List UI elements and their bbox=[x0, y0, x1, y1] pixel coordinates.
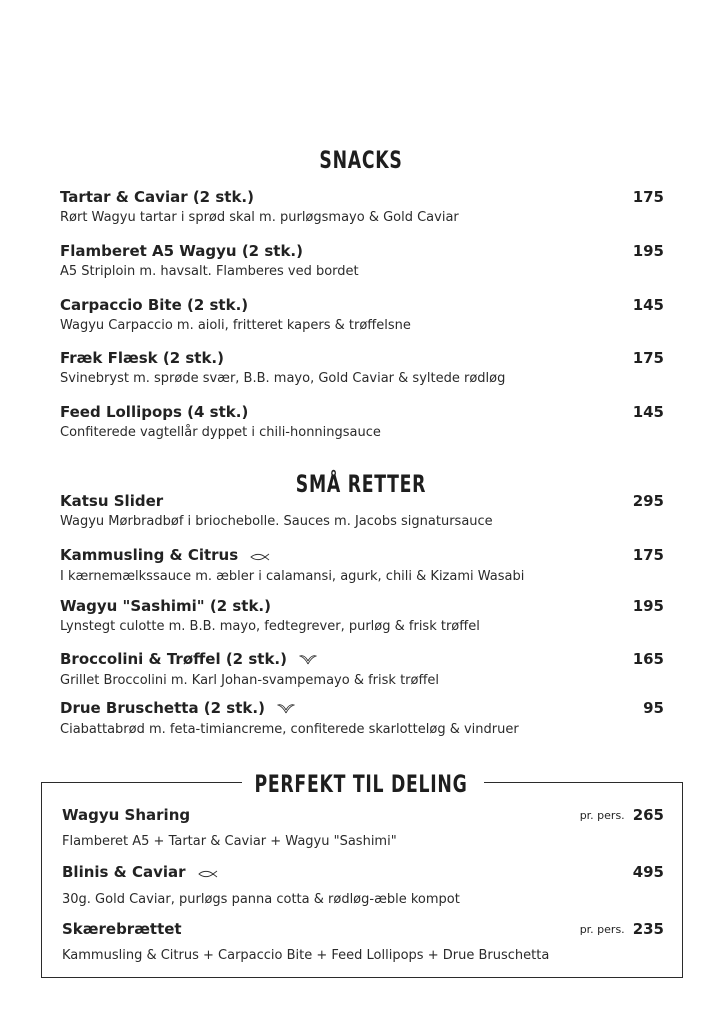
fish-icon bbox=[250, 547, 270, 565]
item-name: Wagyu "Sashimi" (2 stk.) bbox=[60, 597, 271, 615]
item-name: Flamberet A5 Wagyu (2 stk.) bbox=[60, 242, 303, 260]
item-name: Katsu Slider bbox=[60, 492, 164, 510]
fish-icon bbox=[198, 864, 218, 882]
item-name-row bbox=[60, 650, 664, 669]
leaf-icon bbox=[277, 700, 295, 718]
leaf-icon bbox=[299, 651, 317, 669]
item-name-row bbox=[60, 546, 664, 565]
item-description: Svinebryst m. sprøde svær, B.B. mayo, Gold Caviar & syltede rødløg bbox=[60, 371, 506, 386]
menu-item bbox=[62, 920, 664, 964]
item-description: Flamberet A5 + Tartar & Caviar + Wagyu "Sashimi" bbox=[62, 834, 397, 849]
menu-item bbox=[60, 403, 664, 441]
item-description: Kammusling & Citrus + Carpaccio Bite + Feed Lollipops + Drue Bruschetta bbox=[62, 948, 550, 963]
item-description: Lynstegt culotte m. B.B. mayo, fedtegrever, purløg & frisk trøffel bbox=[60, 619, 480, 634]
section-title-snacks: SNACKS bbox=[319, 146, 403, 174]
item-name: Feed Lollipops (4 stk.) bbox=[60, 403, 249, 421]
price-unit: pr. pers. bbox=[579, 923, 625, 936]
item-name: Fræk Flæsk (2 stk.) bbox=[60, 349, 224, 367]
item-description: I kærnemælkssauce m. æbler i calamansi, agurk, chili & Kizami Wasabi bbox=[60, 568, 525, 584]
item-price: 235 bbox=[632, 920, 664, 938]
item-price: 175 bbox=[632, 188, 664, 206]
item-price: 145 bbox=[632, 403, 664, 421]
menu-item bbox=[60, 546, 664, 585]
price-unit: pr. pers. bbox=[579, 809, 625, 822]
item-price-row bbox=[580, 806, 664, 826]
item-price: 175 bbox=[632, 546, 664, 564]
item-description: Grillet Broccolini m. Karl Johan-svampemayo & frisk trøffel bbox=[60, 672, 440, 688]
item-description: Wagyu Mørbradbøf i briochebolle. Sauces m. Jacobs signatursauce bbox=[60, 514, 493, 529]
menu-item bbox=[60, 349, 664, 387]
item-price: 495 bbox=[632, 863, 664, 881]
item-description: Rørt Wagyu tartar i sprød skal m. purløgsmayo & Gold Caviar bbox=[60, 210, 459, 225]
item-price: 165 bbox=[632, 650, 664, 668]
item-description: A5 Striploin m. havsalt. Flamberes ved bordet bbox=[60, 264, 359, 279]
menu-item bbox=[60, 597, 664, 635]
item-name: Kammusling & Citrus bbox=[60, 546, 239, 564]
item-price: 175 bbox=[632, 349, 664, 367]
item-description: 30g. Gold Caviar, purløgs panna cotta & rødløg-æble kompot bbox=[62, 891, 460, 907]
item-price: 265 bbox=[632, 806, 664, 824]
section-title-perfekt: PERFEKT TIL DELING bbox=[254, 770, 468, 798]
item-price: 295 bbox=[632, 492, 664, 510]
menu-item bbox=[60, 699, 664, 738]
section-title-smaa-retter: SMÅ RETTER bbox=[295, 470, 427, 498]
item-name: Skærebrættet bbox=[62, 920, 182, 938]
item-name: Wagyu Sharing bbox=[62, 806, 191, 824]
item-name: Carpaccio Bite (2 stk.) bbox=[60, 296, 249, 314]
item-price: 195 bbox=[632, 242, 664, 260]
item-price: 195 bbox=[632, 597, 664, 615]
item-name: Blinis & Caviar bbox=[62, 863, 186, 881]
item-description: Confiterede vagtellår dyppet i chili-honningsauce bbox=[60, 425, 381, 440]
item-price: 145 bbox=[632, 296, 664, 314]
menu-item bbox=[60, 188, 664, 226]
menu-item bbox=[62, 863, 664, 908]
item-name-row bbox=[62, 863, 664, 882]
menu-item bbox=[60, 650, 664, 689]
item-price: 95 bbox=[643, 699, 664, 717]
menu-item bbox=[62, 806, 664, 850]
menu-item bbox=[60, 242, 664, 280]
item-name-row bbox=[60, 699, 664, 718]
menu-item bbox=[60, 296, 664, 334]
item-price-row bbox=[580, 920, 664, 940]
item-name: Drue Bruschetta (2 stk.) bbox=[60, 699, 265, 717]
item-description: Ciabattabrød m. feta-timiancreme, confiterede skarlotteløg & vindruer bbox=[60, 721, 519, 737]
item-name: Broccolini & Trøffel (2 stk.) bbox=[60, 650, 287, 668]
item-name: Tartar & Caviar (2 stk.) bbox=[60, 188, 254, 206]
item-description: Wagyu Carpaccio m. aioli, fritteret kapers & trøffelsne bbox=[60, 318, 411, 333]
menu-item bbox=[60, 492, 664, 530]
